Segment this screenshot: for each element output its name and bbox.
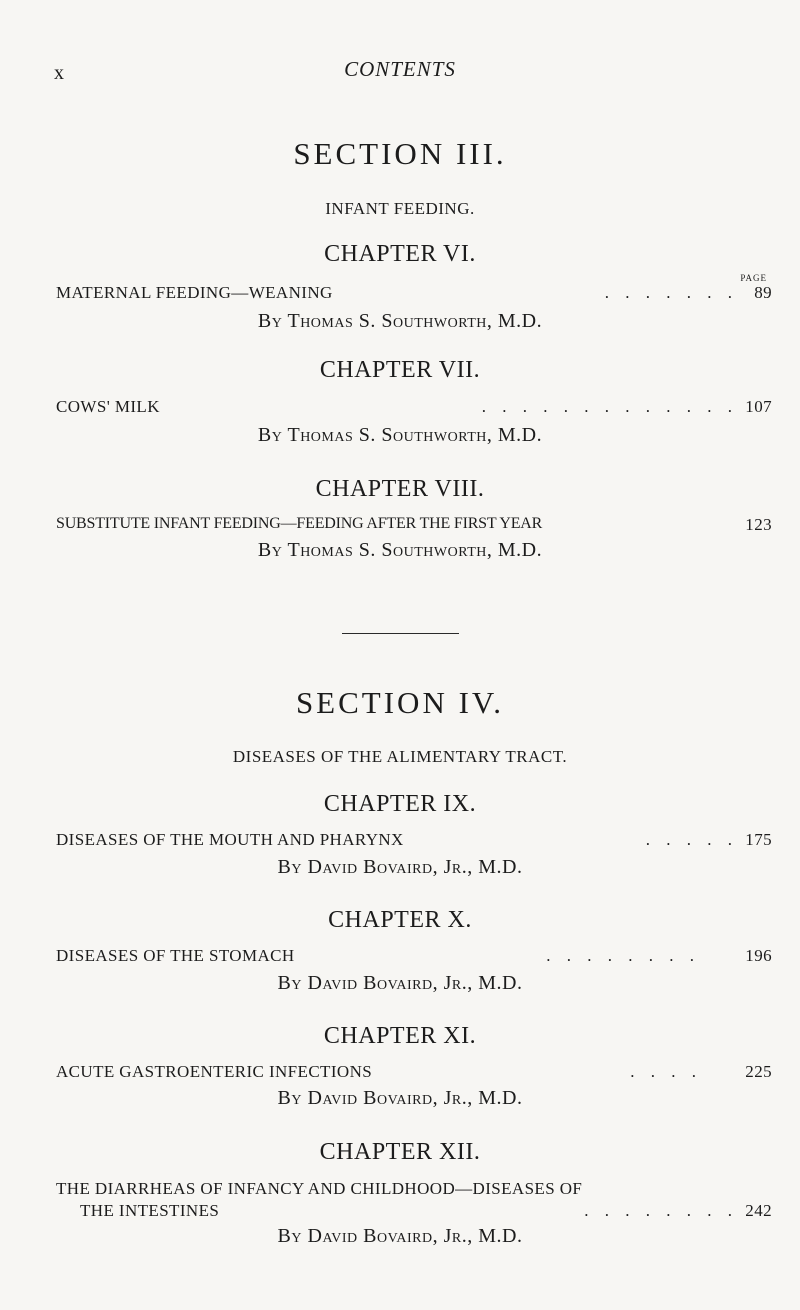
page-column-label: PAGE [740, 273, 767, 283]
toc-entry [56, 397, 772, 421]
toc-entry-title: COWS' MILK [56, 397, 160, 416]
toc-entry [56, 830, 772, 854]
toc-entry [56, 946, 772, 970]
leader-dots: . . . . . . . . . . . . . [481, 397, 738, 416]
leader-dots: . . . . [630, 1062, 702, 1081]
leader-dots: . . . . . . . [604, 283, 738, 302]
leader-dots: . . . . . . . . [584, 1201, 738, 1220]
toc-entry-title: DISEASES OF THE MOUTH AND PHARYNX [56, 830, 404, 849]
toc-entry-page: 175 [745, 830, 772, 849]
chapter-heading: CHAPTER XI. [323, 1023, 477, 1049]
toc-entry-page: 89 [754, 283, 772, 302]
chapter-author: By Thomas S. Southworth, M.D. [257, 310, 543, 332]
toc-entry-title: MATERNAL FEEDING—WEANING [56, 283, 333, 302]
chapter-heading: CHAPTER IX. [323, 791, 477, 817]
toc-entry-title: ACUTE GASTROENTERIC INFECTIONS [56, 1062, 373, 1081]
chapter-author: By David Bovaird, Jr., M.D. [277, 856, 523, 878]
chapter-author: By David Bovaird, Jr., M.D. [277, 1087, 523, 1109]
section-divider [342, 633, 459, 634]
toc-entry-title: THE DIARRHEAS OF INFANCY AND CHILDHOOD—DISEASES OF [56, 1179, 583, 1198]
toc-entry-page: 225 [745, 1062, 772, 1081]
toc-entry-line [56, 1179, 772, 1203]
chapter-author: By Thomas S. Southworth, M.D. [257, 539, 543, 561]
page-folio: x [54, 62, 64, 84]
section-subtitle: INFANT FEEDING. [325, 199, 475, 218]
chapter-heading: CHAPTER VIII. [315, 476, 485, 502]
toc-entry-title: SUBSTITUTE INFANT FEEDING—FEEDING AFTER THE FIRST YEAR [56, 515, 543, 532]
leader-dots: . . . . . . . . [546, 946, 700, 965]
chapter-heading: CHAPTER XII. [319, 1139, 481, 1165]
section-subtitle: DISEASES OF THE ALIMENTARY TRACT. [232, 747, 568, 766]
toc-entry [56, 515, 772, 539]
section-title: SECTION IV. [295, 685, 505, 720]
chapter-heading: CHAPTER X. [328, 907, 472, 933]
chapter-heading: CHAPTER VII. [319, 357, 481, 383]
toc-entry-title: DISEASES OF THE STOMACH [56, 946, 295, 965]
chapter-heading: CHAPTER VI. [324, 241, 476, 267]
chapter-author: By Thomas S. Southworth, M.D. [257, 424, 543, 446]
running-head: CONTENTS [344, 57, 456, 81]
toc-entry [56, 1062, 772, 1086]
toc-entry [56, 283, 772, 307]
chapter-author: By David Bovaird, Jr., M.D. [277, 1225, 523, 1247]
toc-entry [56, 1201, 772, 1225]
leader-dots: . . . . . [645, 830, 738, 849]
toc-entry-page: 242 [745, 1201, 772, 1220]
toc-entry-title-continued: THE INTESTINES [80, 1201, 220, 1220]
toc-entry-page: 107 [745, 397, 772, 416]
toc-entry-page: 196 [745, 946, 772, 965]
chapter-author: By David Bovaird, Jr., M.D. [277, 972, 523, 994]
toc-entry-page: 123 [745, 515, 772, 534]
section-title: SECTION III. [293, 136, 507, 171]
